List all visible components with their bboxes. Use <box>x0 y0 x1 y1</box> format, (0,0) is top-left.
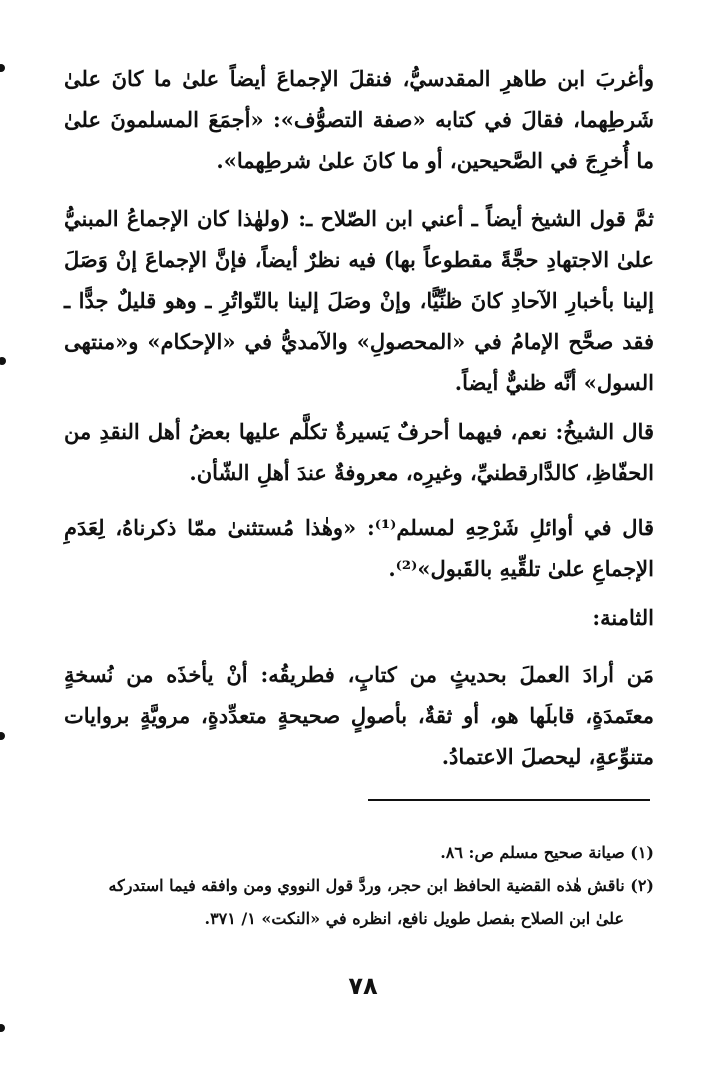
paragraph-1: وأغربَ ابن طاهرِ المقدسيُّ، فنقلَ الإجماعَ أيضاً علىٰ ما كانَ علىٰ شَرطِهما، فقالَ في كتابه «صفة التصوُّف»: «أجمَعَ المسلمونَ علىٰ ما أُخرِجَ في الصَّحيحين، أو ما كانَ علىٰ شرطِهما». <box>64 66 654 173</box>
scan-mark-top <box>0 64 5 72</box>
scan-mark-bottom <box>0 1024 5 1032</box>
section-paragraph: مَن أرادَ العملَ بحديثٍ من كتابٍ، فطريقُه: أنْ يأخذَه من نُسخةٍ معتَمدَةٍ، قابلَها هو، أو ثقةٌ، بأصولٍ صحيحةٍ متعدِّدةٍ، مرويَّةٍ بروايات متنوِّعةٍ، ليحصلَ الاعتمادُ. <box>64 662 654 769</box>
section-heading-block <box>64 603 654 633</box>
paragraph-4: قال في أوائلِ شَرْحِهِ لمسلم⁽¹⁾: «وهٰذا مُستثنىٰ ممّا ذكرناهُ، لِعَدَمِ الإجماعِ علىٰ تلقِّيهِ بالقَبول»⁽²⁾. <box>64 515 655 581</box>
footnote-divider <box>368 799 650 801</box>
footnote-1: (١) صيانة صحيح مسلم ص: ٨٦. <box>440 843 654 862</box>
footnotes <box>64 836 654 935</box>
page-number: ٧٨ <box>348 972 378 1000</box>
paragraph-3-block <box>64 411 654 493</box>
section-paragraph-block <box>64 654 654 777</box>
scan-mark-lower <box>0 732 5 740</box>
paragraph-4-block <box>64 507 654 589</box>
paragraph-2-block <box>64 198 654 403</box>
section-heading: الثامنة: <box>592 605 654 630</box>
footnote-2-continued: علىٰ ابن الصلاح بفصل طويل نافع، انظره في «النكت» ١/ ٣٧١. <box>204 909 624 928</box>
paragraph-2: ثمَّ قول الشيخ أيضاً ـ أعني ابن الصّلاح ـ: (ولهٰذا كان الإجماعُ المبنيُّ علىٰ الاجتهادِ حجَّةً مقطوعاً بها) فيه نظرٌ أيضاً، فإنَّ الإجماعَ إنْ وَصَلَ إلينا بأخبارِ الآحادِ كانَ ظنِّيًّا، وإنْ وصَلَ إلينا بالتّواتُرِ ـ وهو قليلٌ جدًّا ـ فقد صحَّح الإمامُ في «المحصولِ» والآمديُّ في «الإحكام» و«منتهى السول» أنَّه ظنيٌّ أيضاً. <box>64 206 654 395</box>
footnote-2: (٢) ناقش هٰذه القضية الحافظ ابن حجر، وردَّ قول النووي ومن وافقه فيما استدركه <box>108 876 654 895</box>
paragraph-3: قال الشيخُ: نعم، فيهما أحرفٌ يَسيرةٌ تكلَّم عليها بعضُ أهل النقدِ من الحفّاظِ، كالدَّارقطنيِّ، وغيرِه، معروفةٌ عندَ أهلِ الشّأن. <box>64 419 654 485</box>
scan-mark-middle <box>0 357 6 365</box>
paragraph-1-block <box>64 58 654 181</box>
